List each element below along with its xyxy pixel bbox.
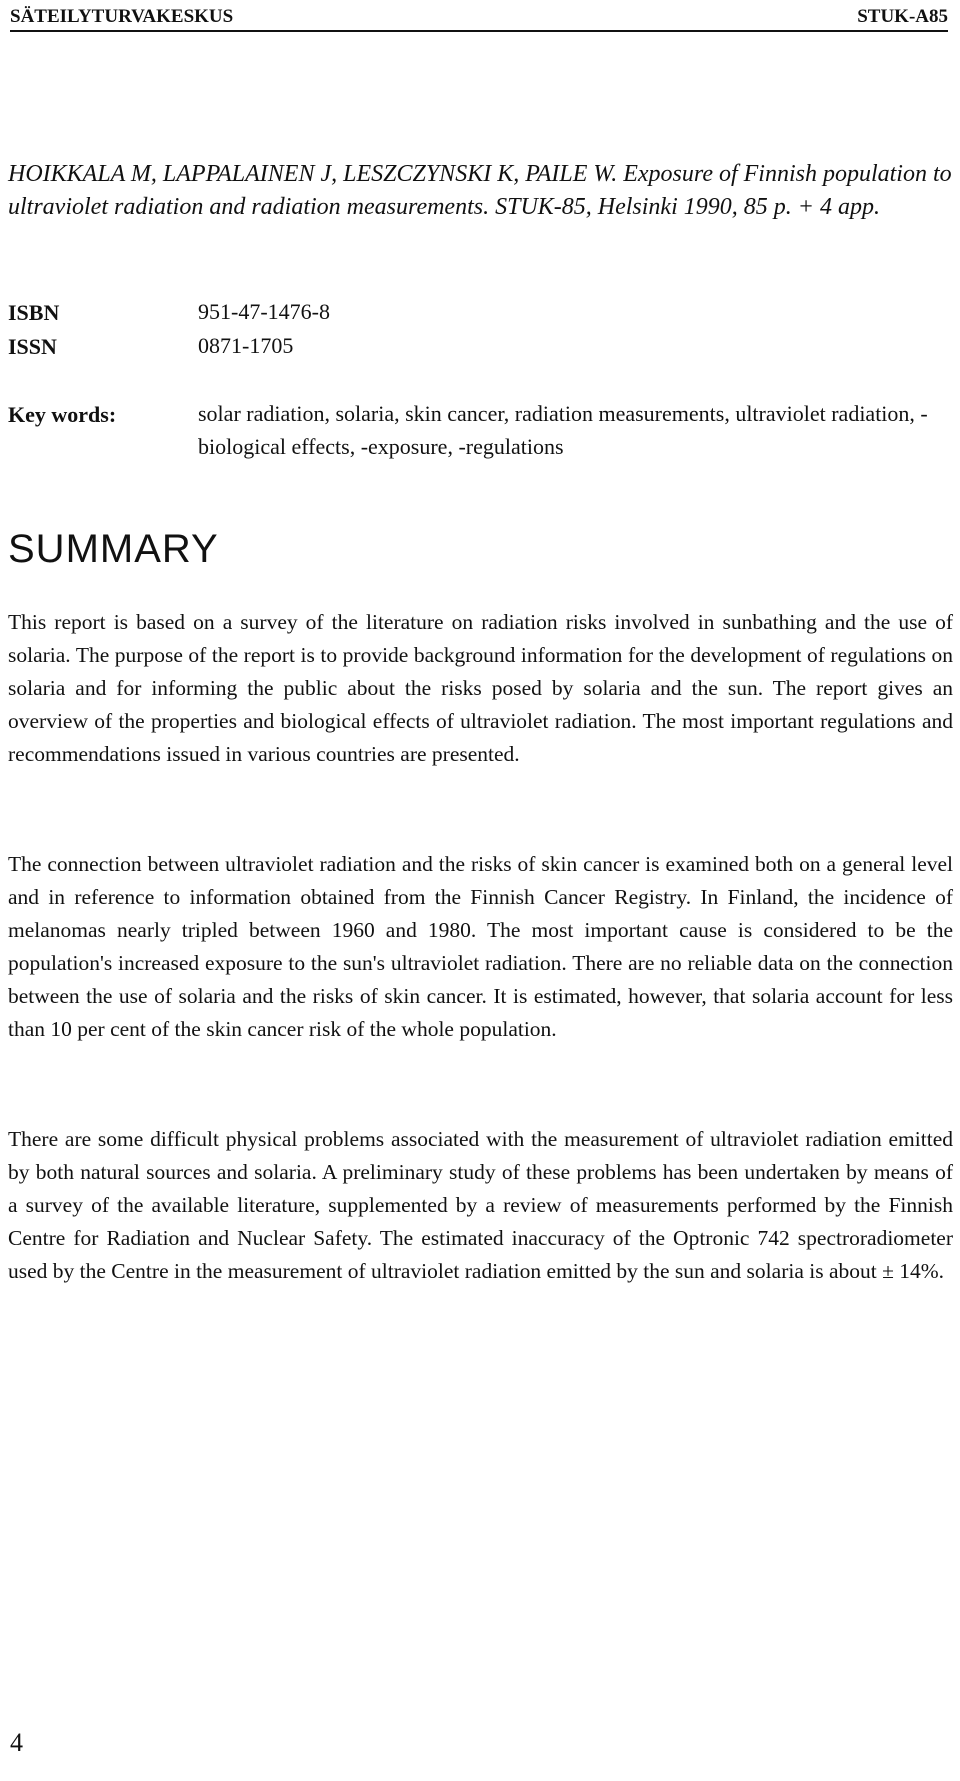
page-number: 4 [10, 1728, 23, 1757]
isbn-value: 951-47-1476-8 [198, 299, 330, 324]
summary-title: SUMMARY [8, 527, 219, 571]
header-report-id: STUK-A85 [857, 6, 948, 27]
keywords-value: solar radiation, solaria, skin cancer, radiation measurements, ultraviolet radiation, -biological effects, -exposure, -regulations [198, 401, 928, 459]
page-header [10, 0, 948, 32]
issn-label: ISSN [8, 334, 57, 359]
keywords-label: Key words: [8, 402, 117, 427]
summary-paragraph-2: The connection between ultraviolet radiation and the risks of skin cancer is examined both on a general level and in reference to information obtained from the Finnish Cancer Registry. In Finland, the incidence of melanomas nearly tripled between 1960 and 1980. The most important cause is considered to be the population's increased exposure to the sun's ultraviolet radiation. There are no reliable data on the connection between the use of solaria and the risks of skin cancer. It is estimated, however, that solaria account for less than 10 per cent of the skin cancer risk of the whole population. [8, 852, 953, 1041]
summary-paragraph-1: This report is based on a survey of the literature on radiation risks involved in sunbathing and the use of solaria. The purpose of the report is to provide background information for the development of regulations on solaria and for informing the public about the risks posed by solaria and the sun. The report gives an overview of the properties and biological effects of ultraviolet radiation. The most important regulations and recommendations issued in various countries are presented. [8, 610, 953, 766]
issn-value: 0871-1705 [198, 333, 294, 358]
isbn-label: ISBN [8, 300, 60, 325]
citation: HOIKKALA M, LAPPALAINEN J, LESZCZYNSKI K, PAILE W. Exposure of Finnish population to ultraviolet radiation and radiation measurements. STUK-85, Helsinki 1990, 85 p. + 4 app. [8, 161, 952, 220]
summary-paragraph-3: There are some difficult physical problems associated with the measurement of ultraviolet radiation emitted by both natural sources and solaria. A preliminary study of these problems has been undertaken by means of a survey of the available literature, supplemented by a review of measurements performed by the Finnish Centre for Radiation and Nuclear Safety. The estimated inaccuracy of the Optronic 742 spectroradiometer used by the Centre in the measurement of ultraviolet radiation emitted by the sun and solaria is about ± 14%. [8, 1127, 953, 1283]
header-organization: SÄTEILYTURVAKESKUS [10, 6, 234, 27]
